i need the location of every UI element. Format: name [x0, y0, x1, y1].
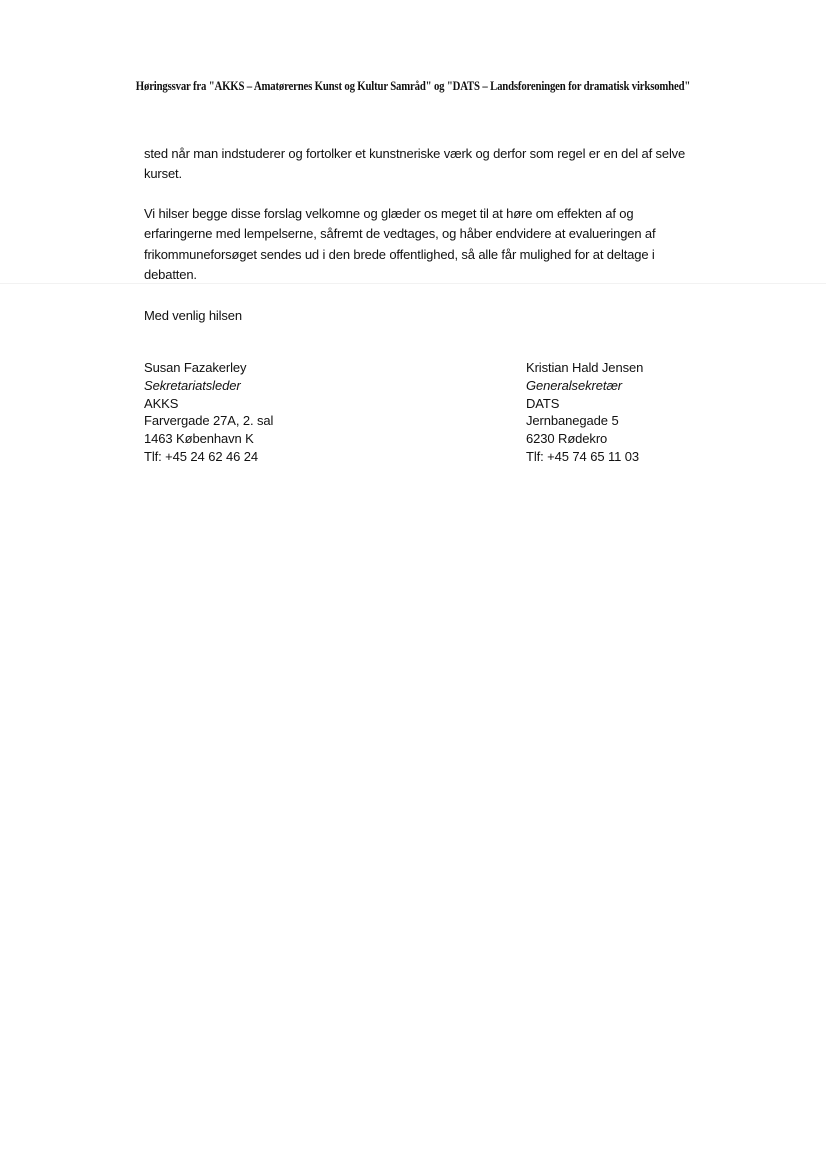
signatory-name: Susan Fazakerley: [144, 360, 247, 375]
scan-artifact-line: [0, 283, 826, 284]
paragraph-line: Vi hilser begge disse forslag velkomne og glæder os meget til at høre om effekten af og: [144, 206, 634, 221]
paragraph-line: kurset.: [144, 166, 182, 182]
paragraph-line: erfaringerne med lempelserne, såfremt de vedtages, og håber endvidere at evalueringen af: [144, 226, 656, 242]
signatory-organization: DATS: [526, 395, 560, 411]
paragraph-continuation: [144, 144, 704, 185]
paragraph-line: debatten.: [144, 267, 197, 283]
signatory-organization: AKKS: [144, 395, 179, 411]
paragraph-line: frikommuneforsøget sendes ud i den brede offentlighed, så alle får mulighed for at deltage i: [144, 246, 655, 262]
signatory-title: Sekretariatsleder: [144, 377, 241, 393]
signatory-title: Generalsekretær: [526, 377, 623, 393]
signatory-street: Farvergade 27A, 2. sal: [144, 413, 274, 429]
paragraph-line: sted når man indstuderer og fortolker et kunstneriske værk og derfor som regel er en del af selve: [144, 146, 686, 161]
signatory-phone: Tlf: +45 74 65 11 03: [526, 448, 640, 464]
closing-greeting: Med venlig hilsen: [144, 308, 242, 323]
paragraph-welcome: [144, 204, 704, 286]
page-header: Høringssvar fra "AKKS – Amatørernes Kunst og Kultur Samråd" og "DATS – Landsforeningen for dramatisk virksomhed": [135, 79, 691, 93]
signatory-street: Jernbanegade 5: [526, 413, 619, 429]
signature-block-left: [144, 359, 273, 466]
signature-block-right: [526, 359, 643, 466]
signatory-phone: Tlf: +45 24 62 46 24: [144, 448, 259, 464]
signatory-city: 6230 Rødekro: [526, 431, 608, 447]
signatory-name: Kristian Hald Jensen: [526, 360, 644, 375]
signatory-city: 1463 København K: [144, 431, 254, 447]
